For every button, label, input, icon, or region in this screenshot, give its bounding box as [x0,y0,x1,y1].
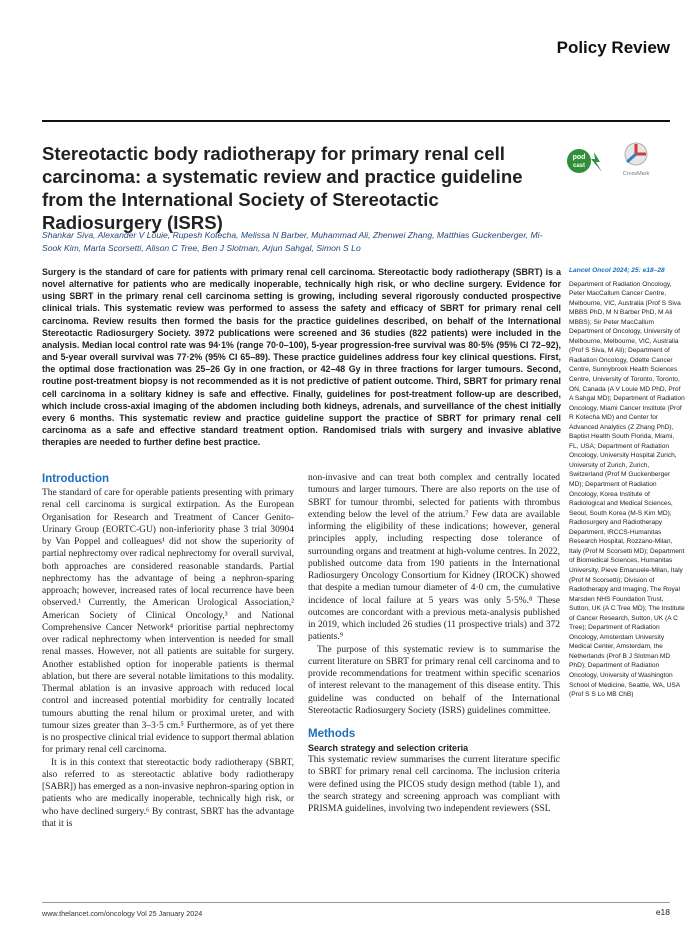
introduction-heading: Introduction [42,473,110,485]
podcast-icon[interactable] [566,146,610,176]
citation-link[interactable]: Lancet Oncol 2024; 25: e18–28 [569,267,665,274]
svg-text:cast: cast [572,163,586,169]
abstract: Surgery is the standard of care for patients with primary renal cell carcinoma. Stereotactic body radiotherapy (SBRT) is a novel alternative for patients who are medically inoperable, technically high risk, or who decline surgery. Evidence for using SBRT in the primary renal cell carcinoma setting is growing, including several rigorously conducted prospective clinical trials. This systematic review was performed to assess the safety and efficacy of SBRT for primary renal cell carcinoma. Review results then formed the basis for the practice guidelines described, on behalf of the International Stereotactic Radiosurgery Society. 3972 publications were screened and 36 studies (822 patients) were included in the analysis. Median local control rate was 94·1% (range 70·0–100), 5-year progression-free survival was 80·5% (95% CI 72–92), and 5-year overall survival was 77·2% (95% CI 65–89). These practice guidelines address four key clinical questions. First, the optimal dose fractionation was 25–26 Gy in one fraction, or 42–48 Gy in three fractions for larger tumours. Second, routine post-treatment biopsy is not recommended as it is not predictive of patient outcome. Third, SBRT for primary renal cell carcinoma in a solitary kidney is safe and effective. Finally, guidelines for post-treatment follow-up are described, which include cross-axial imaging of the abdomen including both kidneys, adrenals, and surveillance of the chest initially every 6 months. This systematic review and practice guideline support the practice of SBRT for primary renal cell carcinoma as a safe and effective standard treatment option. Randomised trials with surgery and invasive ablative therapies are needed to further define best practice. [42,267,561,448]
footer-journal[interactable]: www.thelancet.com/oncology Vol 25 January 2024 [42,909,203,918]
paragraph: This systematic review summarises the current literature specific to SBRT for primary renal cell carcinoma. The inclusion criteria were defined using the PICOS study design method (table 1), and the search strategy and screening approach was compliant with PRISMA guidelines, involving two independent reviewers (SSL [308,755,560,814]
article-title: Stereotactic body radiotherapy for primary renal cell carcinoma: a systematic review and practice guideline from the International Society of Stereotactic Radiosurgery (ISRS) [42,143,523,233]
crossmark-icon[interactable] [612,142,660,178]
page-number: e18 [655,907,670,917]
paragraph: non-invasive and can treat both complex and centrally located tumours and larger tumours. There are also reports on the use of SBRT for tumour thrombi, selected for patients with thrombus extending below the level of the atrium.⁷ Few data are available informing the eligibility of these indications; however, general principles apply, including respecting dose tolerance of surrounding organs and treatment at high-volume centres. In 2022, published outcome data from 190 patients in the International Radiosurgery Oncology Consortium for Kidney (IROCK) showed that despite a median tumour diameter of 4·0 cm, the cumulative incidence of local failure at 5 years was only 5·5%.⁸ These outcomes are concordant with a previous meta-analysis published in 2019, which included 26 studies (11 prospective trials) and 372 patients.⁹ [308,473,560,643]
section-label: Policy Review [556,38,670,57]
left-column [42,472,294,830]
sidebar-affiliations [569,266,685,700]
footer-rule [42,902,670,903]
methods-heading: Methods [308,728,356,740]
affiliations-text: Department of Radiation Oncology, Peter MacCallum Cancer Centre, Melbourne, VIC, Australia (Prof S Siva MBBS PhD, M N Barber PhD, M Ali MBBS); Sir Peter MacCallum Department of Oncology, University of Melbourne, Melbourne, VIC, Australia (Prof S Siva, M Ali); Department of Radiation Oncology, Odette Cancer Centre, Sunnybrook Health Sciences Centre, University of Toronto, Toronto, ON, Canada (A V Louie MD PhD, Prof A Sahgal MD); Department of Radiation Oncology, Miami Cancer Institute (Prof R Kotecha MD) and Center for Advanced Analytics (Z Zhang PhD), Baptist Health South Florida, Miami, FL, USA; Department of Radiation Oncology, University Hospital Zurich, University of Zurich, Zurich, Switzerland (Prof M Guckenberger MD); Department of Radiation Oncology, Korea Institute of Radiological and Medical Sciences, Seoul, South Korea (M-S Kim MD); Radiosurgery and Radiotherapy Department, IRCCS-Humanitas Research Hospital, Rozzano-Milan, Italy (Prof M Scorsetti MD); Department of Biomedical Sciences, Humanitas University, Pieve Emanuele-Milan, Italy (Prof M Scorsetti); Division of Radiotherapy and Imaging, The Royal Marsden NHS Foundation Trust, Sutton, UK (A C Tree MD); The Institute of Cancer Research, Sutton, UK (A C Tree); Department of Radiation Oncology, Amsterdam University Medical Center, Amsterdam, the Netherlands (Prof B J Slotman MD PhD); Department of Radiation Oncology, University of Washington School of Medicine, Seattle, WA, USA (Prof S S Lo MB ChB) [569,280,685,699]
header-rule [42,120,670,122]
crossmark-label: CrossMark [622,171,650,177]
methods-subheading: Search strategy and selection criteria [308,743,469,753]
paragraph: It is in this context that stereotactic body radiotherapy (SBRT, also referred to as stereotactic ablative body radiotherapy [SABR]) has emerged as a non-invasive nephron-sparing option in patients who are medically inoperable, technically high risk, or who have declined surgery.⁶ By contrast, SBRT has the advantage that it is [42,757,294,829]
paragraph: The standard of care for operable patients presenting with primary renal cell carcinoma is surgical extirpation. As the European Organisation for Research and Treatment of Cancer Genito-Urinary Group (EORTC-GU) non-inferiority phase 3 trial 30904 by Van Poppel and colleagues¹ did not show the superiority of partial nephrectomy over radical nephrectomy for overall survival, both approaches are considered reasonable standards. Partial nephrectomy has the advantage of being a nephron-sparing approach; however, increased rates of local recurrence have been observed.¹ Currently, the American Urological Association,² American Society of Clinical Oncology,³ and National Comprehensive Cancer Network⁴ prioritise partial nephrectomy over radical nephrectomy when intervention is needed for small renal masses. However, not all patients are suitable for surgery. Another established option for inoperable patients is thermal ablation, but there are several notable limitations to this modality. Thermal ablation is an invasive approach with reduced local control and increased potential morbidity for centrally located tumours abutting the renal hilum or proximal ureter, and with tumour sizes greater than 3–3·5 cm.⁵ Furthermore, as of yet there is no prospective clinical trial evidence to support thermal ablation for primary renal cell carcinoma. [42,488,294,756]
paragraph: The purpose of this systematic review is to summarise the current literature on SBRT for primary renal cell carcinoma and to provide recommendations for treatment within specific scenarios of interest relevant to the management of this disease entity. This guideline was conducted on behalf of the International Stereotactic Radiosurgery Society (ISRS) guidelines committee. [308,644,560,716]
podcast-label: pod [572,154,586,161]
middle-column [308,472,560,815]
author-list: Shankar Siva, Alexander V Louie, Rupesh Kotecha, Melissa N Barber, Muhammad Ali, Zhenwei Zhang, Matthias Guckenberger, Mi-Sook Kim, Marta Scorsetti, Alison C Tree, Ben J Slotman, Arjun Sahgal, Simon S Lo [42,230,543,253]
